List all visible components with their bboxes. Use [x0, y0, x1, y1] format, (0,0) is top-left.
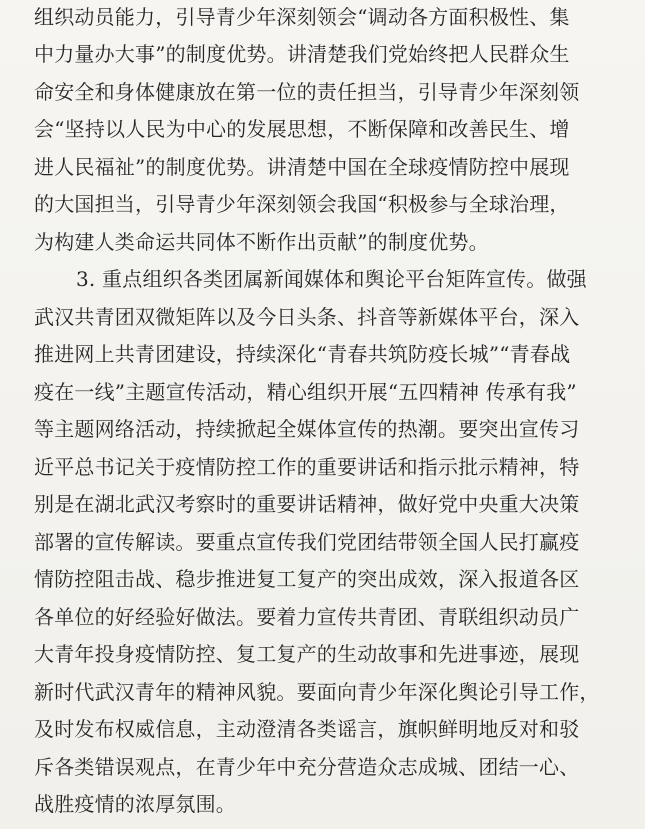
text-line-21: 斥各类错误观点，在青少年中充分营造众志成城、团结一心、 [34, 755, 580, 779]
text-line-17: 各单位的好经验好做法。要着力宣传共青团、青联组织动员广 [34, 605, 580, 629]
text-line-5: 进人民福祉”的制度优势。讲清楚中国在全球疫情防控中展现 [34, 155, 570, 179]
text-line-14: 别是在湖北武汉考察时的重要讲话精神，做好党中央重大决策 [34, 492, 580, 516]
text-line-19: 新时代武汉青年的精神风貌。要面向青少年深化舆论引导工作， [34, 680, 600, 704]
text-line-2: 中力量办大事”的制度优势。讲清楚我们党始终把人民群众生 [34, 42, 570, 66]
text-line-9: 武汉共青团双微矩阵以及今日头条、抖音等新媒体平台，深入 [34, 305, 580, 329]
text-line-10: 推进网上共青团建设，持续深化“青春共筑防疫长城”“青春战 [34, 342, 571, 366]
text-line-16: 情防控阻击战、稳步推进复工复产的突出成效，深入报道各区 [34, 567, 580, 591]
text-line-7: 为构建人类命运共同体不断作出贡献”的制度优势。 [34, 230, 489, 254]
text-line-15: 部署的宣传解读。要重点宣传我们党团结带领全国人民打赢疫 [34, 530, 580, 554]
text-line-20: 及时发布权威信息，主动澄清各类谣言，旗帜鲜明地反对和驳 [34, 717, 580, 741]
text-line-1: 组织动员能力，引导青少年深刻领会“调动各方面积极性、集 [34, 5, 570, 29]
text-line-22: 战胜疫情的浓厚氛围。 [34, 792, 236, 816]
text-line-4: 会“坚持以人民为中心的发展思想，不断保障和改善民生、增 [34, 117, 570, 141]
text-line-12: 等主题网络活动，持续掀起全媒体宣传的热潮。要突出宣传习 [34, 417, 580, 441]
text-line-18: 大青年投身疫情防控、复工复产的生动故事和先进事迹，展现 [34, 642, 580, 666]
text-line-11: 疫在一线”主题宣传活动，精心组织开展“五四精神 传承有我” [34, 380, 577, 404]
text-line-13: 近平总书记关于疫情防控工作的重要讲话和指示批示精神，特 [34, 455, 580, 479]
text-line-3: 命安全和身体健康放在第一位的责任担当，引导青少年深刻领 [34, 80, 580, 104]
section-heading-3: 3. 重点组织各类团属新闻媒体和舆论平台矩阵宣传。做强 [76, 267, 587, 291]
text-line-6: 的大国担当，引导青少年深刻领会我国“积极参与全球治理， [34, 192, 570, 216]
